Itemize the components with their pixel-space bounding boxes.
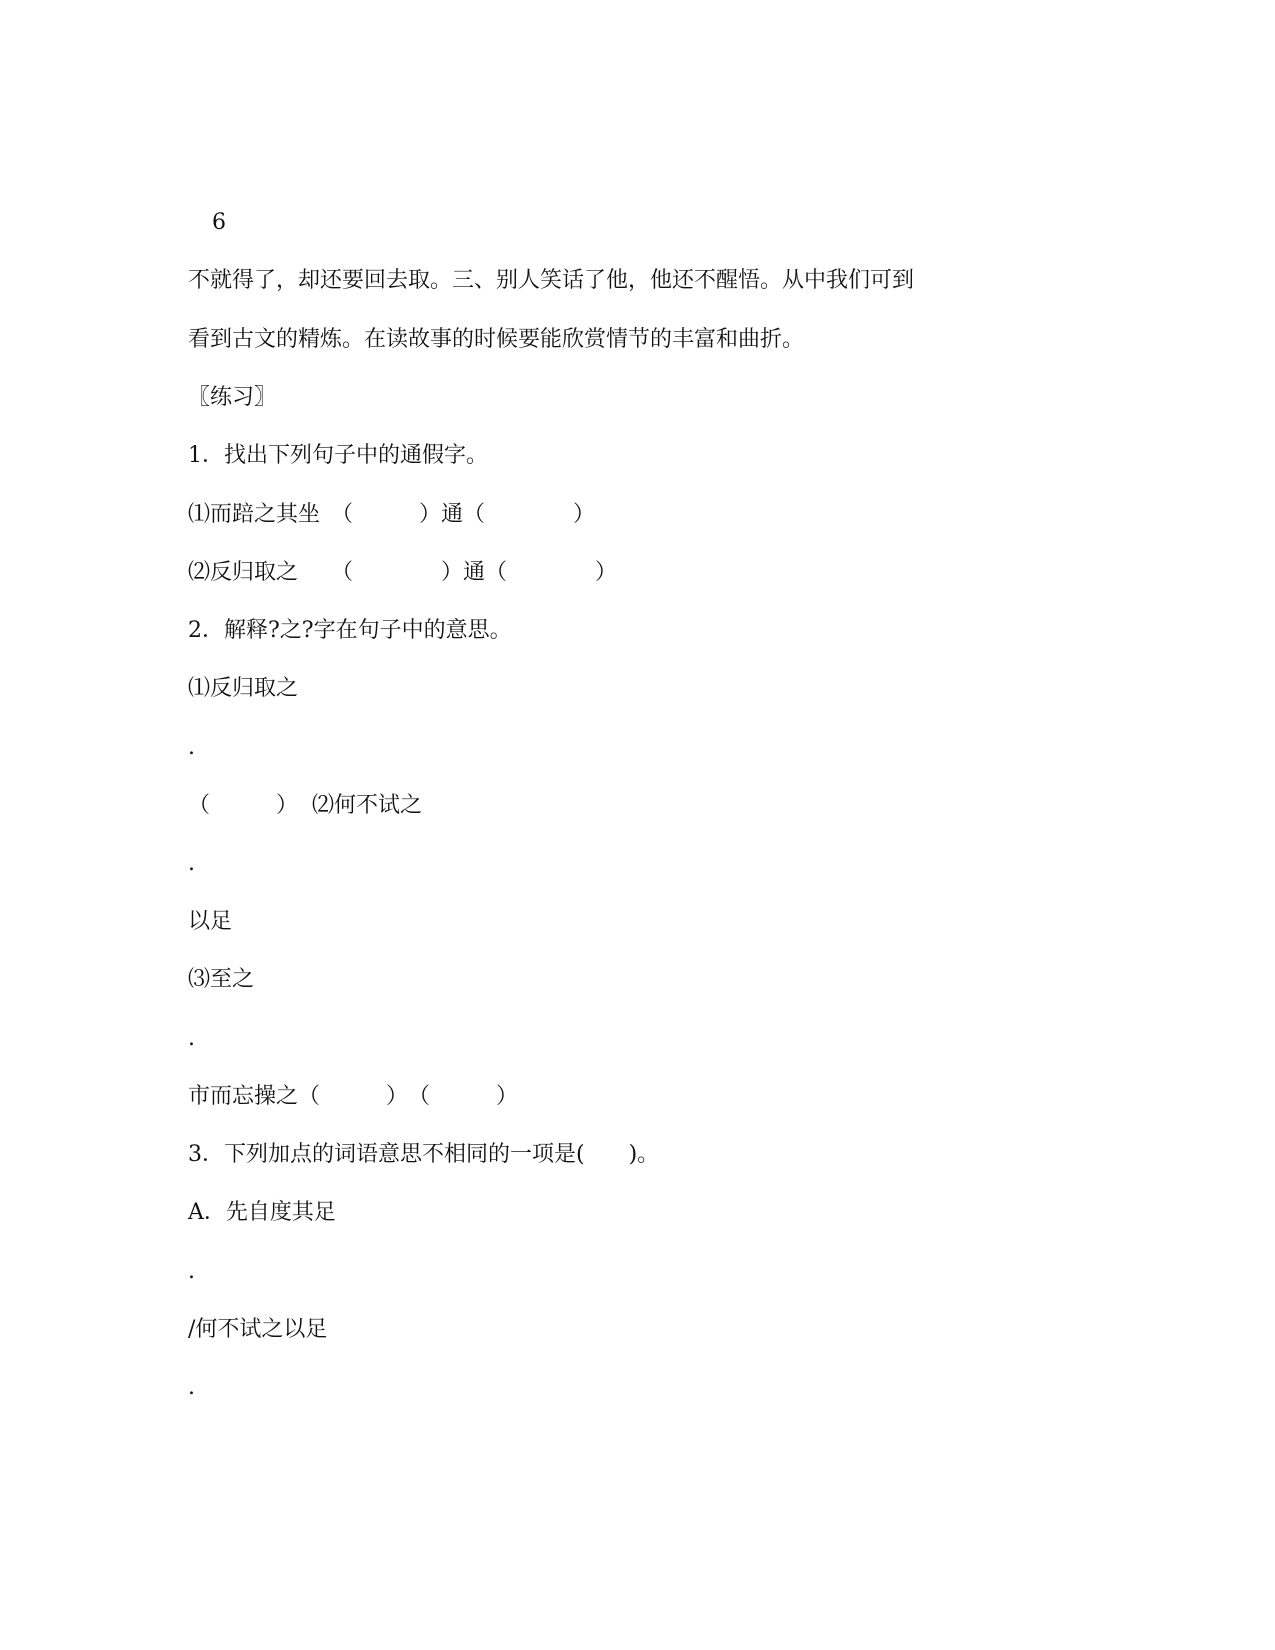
page-number: 6 [212,210,226,235]
question-1: 1．找出下列句子中的通假字。 [188,443,488,468]
question-3-option-a: A．先自度其足 [188,1200,336,1225]
question-2: 2．解释?之?字在句子中的意思。 [188,618,512,643]
dot-mark: . [188,1259,195,1284]
body-line-2: 看到古文的精炼。在读故事的时候要能欣赏情节的丰富和曲折。 [188,327,805,352]
dot-mark: . [188,735,195,760]
question-1-item-1: ⑴而踣之其坐 （ ）通（ ） [188,502,596,527]
question-2-item-2: （ ） ⑵何不试之 [188,793,422,818]
question-3-option-a-cont: /何不试之以足 [188,1317,328,1342]
dot-mark: . [188,851,195,876]
question-2-item-1: ⑴反归取之 [188,676,299,701]
exercise-heading: 〖练习〗 [188,385,277,410]
question-2-item-3: ⑶至之 [188,967,255,992]
question-2-item-3-cont: 市而忘操之（ ） （ ） [188,1084,519,1109]
dot-mark: . [188,1026,195,1051]
dot-mark: . [188,1375,195,1400]
body-line-1: 不就得了，却还要回去取。三、别人笑话了他，他还不醒悟。从中我们可到 [188,268,915,293]
question-1-item-2: ⑵反归取之 （ ）通（ ） [188,560,618,585]
question-3: 3．下列加点的词语意思不相同的一项是( )。 [188,1142,660,1167]
question-2-item-2-cont: 以足 [188,909,233,934]
